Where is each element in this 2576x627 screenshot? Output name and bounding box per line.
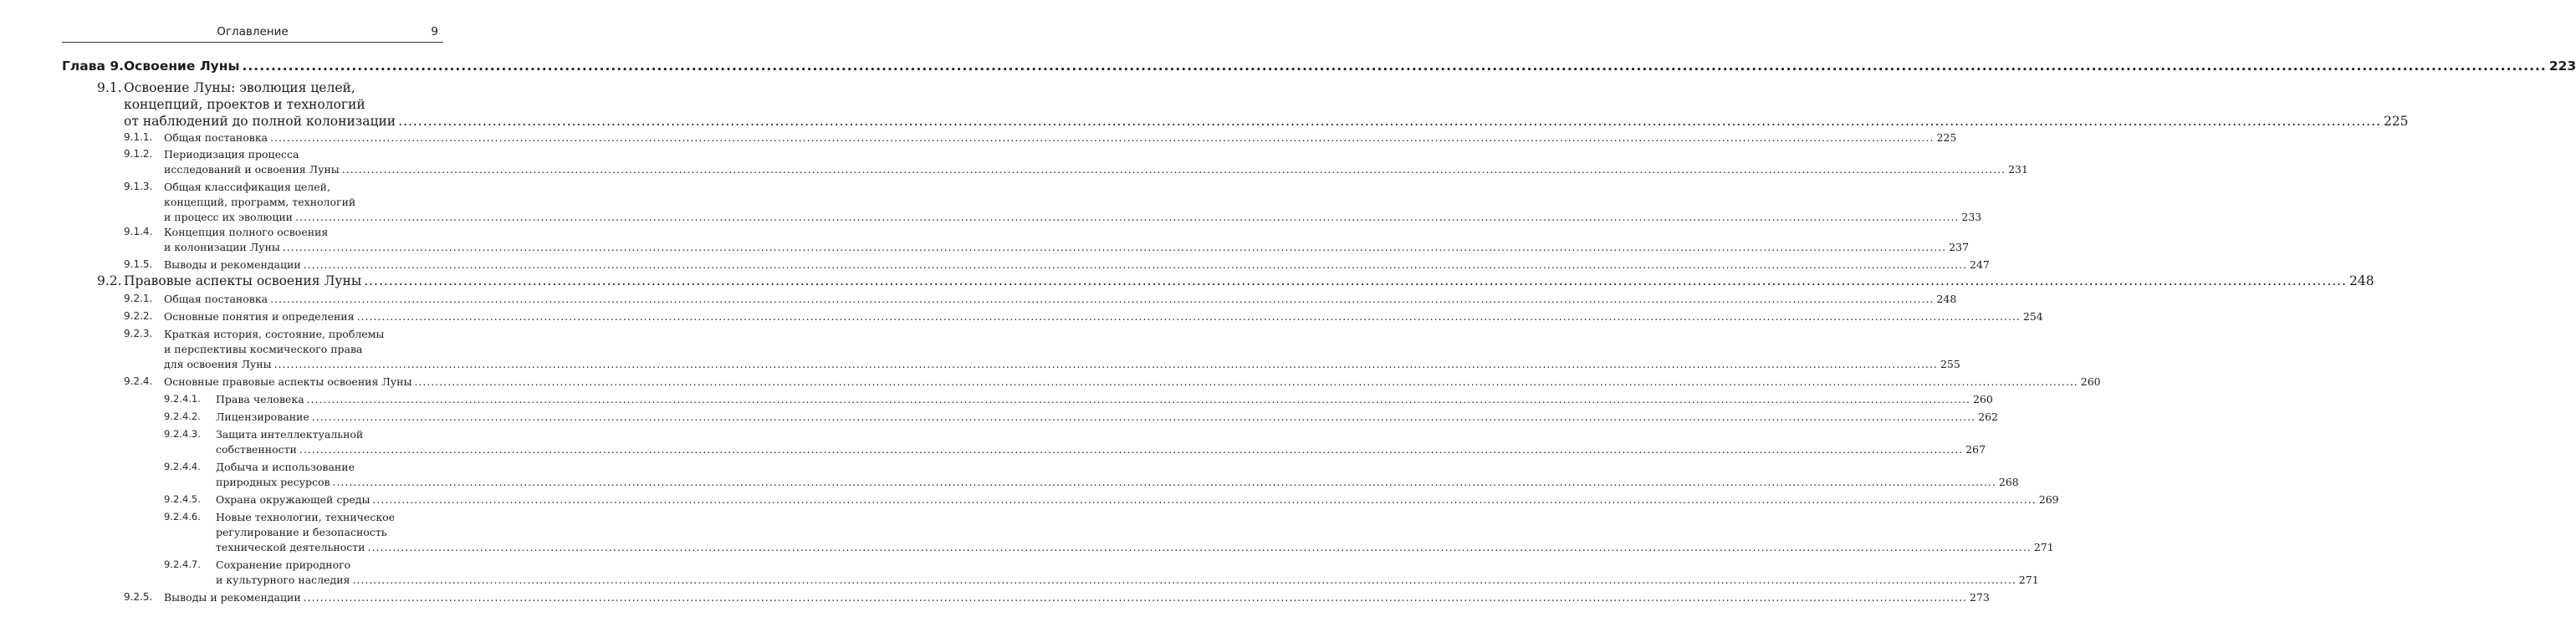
toc-entry-number: 9.2.: [97, 273, 122, 288]
running-header: [62, 25, 443, 43]
toc-entry-title: Выводы и рекомендации: [164, 591, 301, 604]
toc-entry-title: концепций, программ, технологий: [164, 196, 356, 208]
toc-entry-title: Выводы и рекомендации: [164, 258, 301, 271]
toc-entry-number: 9.2.4.: [124, 375, 153, 387]
toc-entry-page: 225: [1936, 131, 1957, 144]
toc-entry-number: 9.2.4.7.: [164, 558, 201, 570]
toc-entry-title: Концепция полного освоения: [164, 226, 329, 238]
toc-entry-title: для освоения Луны: [164, 358, 272, 370]
toc-entry-title: и процесс их эволюции: [164, 211, 294, 223]
toc-entry-number: 9.2.5.: [124, 591, 153, 603]
toc-entry-title: Лицензирование: [216, 410, 309, 423]
dot-leader: ................................................................................................................................................................................................................................................................................................................................................................................................................: [270, 293, 1935, 305]
toc-entry-number: 9.1.1.: [124, 131, 153, 143]
dot-leader: ................................................................................................................................................................................................................................................................................................................................................................................................................: [299, 443, 1964, 456]
toc-entry-title: Основные понятия и определения: [164, 310, 355, 323]
dot-leader: ................................................................................................................................................................................................................................................................................................................................................................................................................: [364, 273, 2347, 288]
toc-entry-title: и колонизации Луны: [164, 241, 280, 253]
toc-entry-page: 271: [2018, 573, 2039, 586]
toc-entry-title: исследований и освоения Луны: [164, 163, 340, 176]
dot-leader: ................................................................................................................................................................................................................................................................................................................................................................................................................: [414, 375, 2078, 388]
header-page-number: 9: [431, 25, 438, 38]
toc-entry-page: 248: [1936, 293, 1957, 305]
toc-entry-page: 237: [1949, 241, 1970, 253]
toc-entry-title: Общая постановка: [164, 131, 268, 144]
toc-entry-title: Освоение Луны: [124, 59, 240, 74]
toc-entry-title: Общая постановка: [164, 293, 268, 305]
toc-entry-page: 225: [2383, 114, 2409, 129]
toc-entry-page: 262: [1978, 410, 1998, 423]
header-title: Оглавление: [217, 25, 289, 38]
toc-entry-title: и культурного наследия: [216, 573, 350, 586]
toc-entry-number: 9.1.3.: [124, 181, 153, 192]
dot-leader: ................................................................................................................................................................................................................................................................................................................................................................................................................: [311, 410, 1976, 423]
dot-leader: ................................................................................................................................................................................................................................................................................................................................................................................................................: [270, 131, 1935, 144]
dot-leader: ................................................................................................................................................................................................................................................................................................................................................................................................................: [306, 393, 1971, 405]
toc-entry-title: Добыча и использование: [216, 461, 355, 473]
toc-entry-number: 9.2.4.2.: [164, 410, 201, 422]
toc-entry-number: 9.2.4.6.: [164, 511, 201, 522]
toc-entry-number: 9.2.4.3.: [164, 428, 201, 440]
toc-entry-page: 231: [2008, 163, 2028, 176]
toc-entry-title: Освоение Луны: эволюция целей,: [124, 80, 355, 95]
toc-entry-page: 260: [2080, 375, 2101, 388]
toc-entry-number: 9.2.1.: [124, 293, 153, 304]
toc-entry-page: 260: [1973, 393, 1993, 405]
dot-leader: ................................................................................................................................................................................................................................................................................................................................................................................................................: [242, 59, 2547, 74]
toc-entry-page: 267: [1965, 443, 1986, 456]
toc-entry-title: Права человека: [216, 393, 304, 405]
dot-leader: ................................................................................................................................................................................................................................................................................................................................................................................................................: [295, 211, 1960, 223]
toc-entry-number: 9.1.2.: [124, 148, 153, 160]
toc-entry-number: Глава 9.: [62, 59, 125, 74]
toc-entry-title: и перспективы космического права: [164, 343, 363, 355]
toc-entry-number: 9.1.4.: [124, 226, 153, 237]
dot-leader: ................................................................................................................................................................................................................................................................................................................................................................................................................: [282, 241, 1947, 253]
toc-entry-page: 271: [2033, 541, 2054, 553]
toc-entry-page: 254: [2022, 310, 2043, 323]
toc-entry-title: Периодизация процесса: [164, 148, 299, 161]
toc-entry-title: Охрана окружающей среды: [216, 493, 371, 506]
dot-leader: ................................................................................................................................................................................................................................................................................................................................................................................................................: [367, 541, 2032, 553]
toc-entry-title: природных ресурсов: [216, 476, 330, 488]
dot-leader: ................................................................................................................................................................................................................................................................................................................................................................................................................: [273, 358, 1938, 370]
toc-entry-title: Общая классификация целей,: [164, 181, 330, 193]
toc-entry-title: Основные правовые аспекты освоения Луны: [164, 375, 412, 388]
toc-entry-number: 9.2.4.1.: [164, 393, 201, 405]
toc-entry-page: 268: [1998, 476, 2019, 488]
toc-entry-title: Сохранение природного: [216, 558, 351, 571]
toc-entry-page: 255: [1940, 358, 1960, 370]
toc-entry-title: Правовые аспекты освоения Луны: [124, 273, 362, 288]
toc-entry-number: 9.2.4.5.: [164, 493, 201, 505]
toc-entry-number: 9.1.5.: [124, 258, 153, 270]
dot-leader: ................................................................................................................................................................................................................................................................................................................................................................................................................: [332, 476, 1996, 488]
toc-entry-title: от наблюдений до полной колонизации: [124, 114, 396, 129]
toc-entry-title: Новые технологии, техническое: [216, 511, 396, 523]
dot-leader: ................................................................................................................................................................................................................................................................................................................................................................................................................: [303, 258, 1968, 271]
toc-entry-number: 9.2.2.: [124, 310, 153, 322]
dot-leader: ................................................................................................................................................................................................................................................................................................................................................................................................................: [372, 493, 2037, 506]
toc-entry-page: 248: [2349, 273, 2374, 288]
toc-entry-page: 223: [2548, 59, 2576, 74]
toc-entry-number: 9.2.3.: [124, 328, 153, 339]
toc-entry-page: 273: [1970, 591, 1990, 604]
toc-entry-number: 9.2.4.4.: [164, 461, 201, 472]
dot-leader: ................................................................................................................................................................................................................................................................................................................................................................................................................: [398, 114, 2381, 129]
toc-entry-title: регулирование и безопасность: [216, 526, 387, 538]
toc-entry-title: Защита интеллектуальной: [216, 428, 364, 441]
toc-entry-page: 247: [1970, 258, 1990, 271]
dot-leader: ................................................................................................................................................................................................................................................................................................................................................................................................................: [303, 591, 1968, 604]
toc-entry-number: 9.1.: [97, 80, 122, 95]
toc-entry-title: технической деятельности: [216, 541, 365, 553]
dot-leader: ................................................................................................................................................................................................................................................................................................................................................................................................................: [341, 163, 2006, 176]
toc-entry-title: Краткая история, состояние, проблемы: [164, 328, 385, 340]
toc-entry-page: 269: [2038, 493, 2059, 506]
dot-leader: ................................................................................................................................................................................................................................................................................................................................................................................................................: [352, 573, 2016, 586]
toc-entry-page: 233: [1961, 211, 1982, 223]
toc-entry-title: концепций, проектов и технологий: [124, 97, 365, 112]
dot-leader: ................................................................................................................................................................................................................................................................................................................................................................................................................: [356, 310, 2021, 323]
toc-entry-title: собственности: [216, 443, 297, 456]
